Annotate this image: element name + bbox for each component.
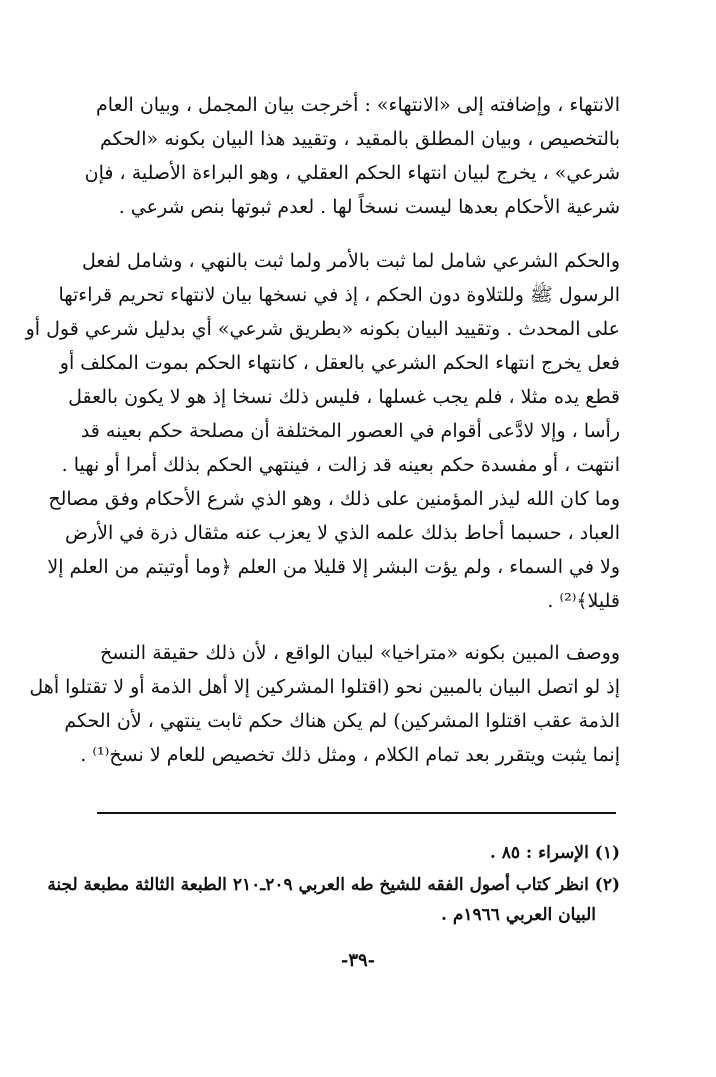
- text-line: رأسا ، وإلا لادَّعى أقوام في العصور المختلفة أن مصلحة حكم بعينه قد: [80, 420, 620, 442]
- text-line: فعل يخرج انتهاء الحكم الشرعي بالعقل ، كانتهاء الحكم بموت المكلف أو: [59, 352, 620, 374]
- text-line: وما كان الله ليذر المؤمنين على ذلك ، وهو الذي شرع الأحكام وفق مصالح: [48, 488, 620, 510]
- text-line: الذمة عقب اقتلوا المشركين) لم يكن هناك حكم ثابت ينتهي ، لأن الحكم: [64, 710, 620, 732]
- page-number: -٣٩-: [340, 950, 376, 971]
- text-line: بالتخصيص ، وبيان المطلق بالمقيد ، وتقييد هذا البيان بكونه «الحكم: [100, 128, 620, 150]
- text-line: إذ لو اتصل البيان بالمبين نحو (اقتلوا المشركين إلا أهل الذمة أو لا تقتلوا أهل: [29, 676, 620, 698]
- text-line: والحكم الشرعي شامل لما ثبت بالأمر ولما ثبت بالنهي ، وشامل لفعل: [82, 250, 620, 272]
- text-line: ولا في السماء ، ولم يؤت البشر إلا قليلا من العلم ﴿وما أوتيتم من العلم إلا: [47, 556, 620, 578]
- text-line: الرسول ﷺ وللتلاوة دون الحكم ، إذ في نسخها بيان لانتهاء تحريم قراءتها: [58, 284, 620, 306]
- text-line: شرعي» ، يخرج لبيان انتهاء الحكم العقلي ، وهو البراءة الأصلية ، فإن: [84, 162, 620, 184]
- text-line: الانتهاء ، وإضافته إلى «الانتهاء» : أخرجت بيان المجمل ، وبيان العام: [96, 94, 620, 116]
- text-line: قليلا﴾⁽²⁾ .: [547, 590, 620, 612]
- text-line: شرعية الأحكام بعدها ليست نسخاً لها . لعدم ثبوتها بنص شرعي .: [118, 196, 620, 218]
- text-line: انتهت ، أو مفسدة حكم بعينه قد زالت ، فينتهي الحكم بذلك أمرا أو نهيا .: [61, 454, 620, 476]
- text-line: قطع يده مثلا ، فلم يجب غسلها ، فليس ذلك نسخا إذ هو لا يكون بالعقل: [68, 386, 620, 408]
- text-line: على المحدث . وتقييد البيان بكونه «بطريق شرعي» أي بدليل شرعي قول أو: [25, 318, 620, 340]
- text-line: العباد ، حسبما أحاط بذلك علمه الذي لا يعزب عنه مثقال ذرة في الأرض: [64, 522, 620, 544]
- footnote-1: (١) الإسراء : ٨٥ .: [489, 843, 620, 863]
- text-line: إنما يثبت ويتقرر بعد تمام الكلام ، ومثل ذلك تخصيص للعام لا نسخ⁽¹⁾ .: [80, 744, 620, 766]
- footnote-divider: [97, 812, 616, 814]
- footnote-2: (٢) انظر كتاب أصول الفقه للشيخ طه العربي ٢٠٩ـ٢١٠ الطبعة الثالثة مطبعة لجنة: [47, 875, 620, 895]
- footnote-2-continued: البيان العربي ١٩٦٦م .: [441, 905, 596, 925]
- text-line: ووصف المبين بكونه «متراخيا» لبيان الواقع ، لأن ذلك حقيقة النسخ: [100, 642, 620, 664]
